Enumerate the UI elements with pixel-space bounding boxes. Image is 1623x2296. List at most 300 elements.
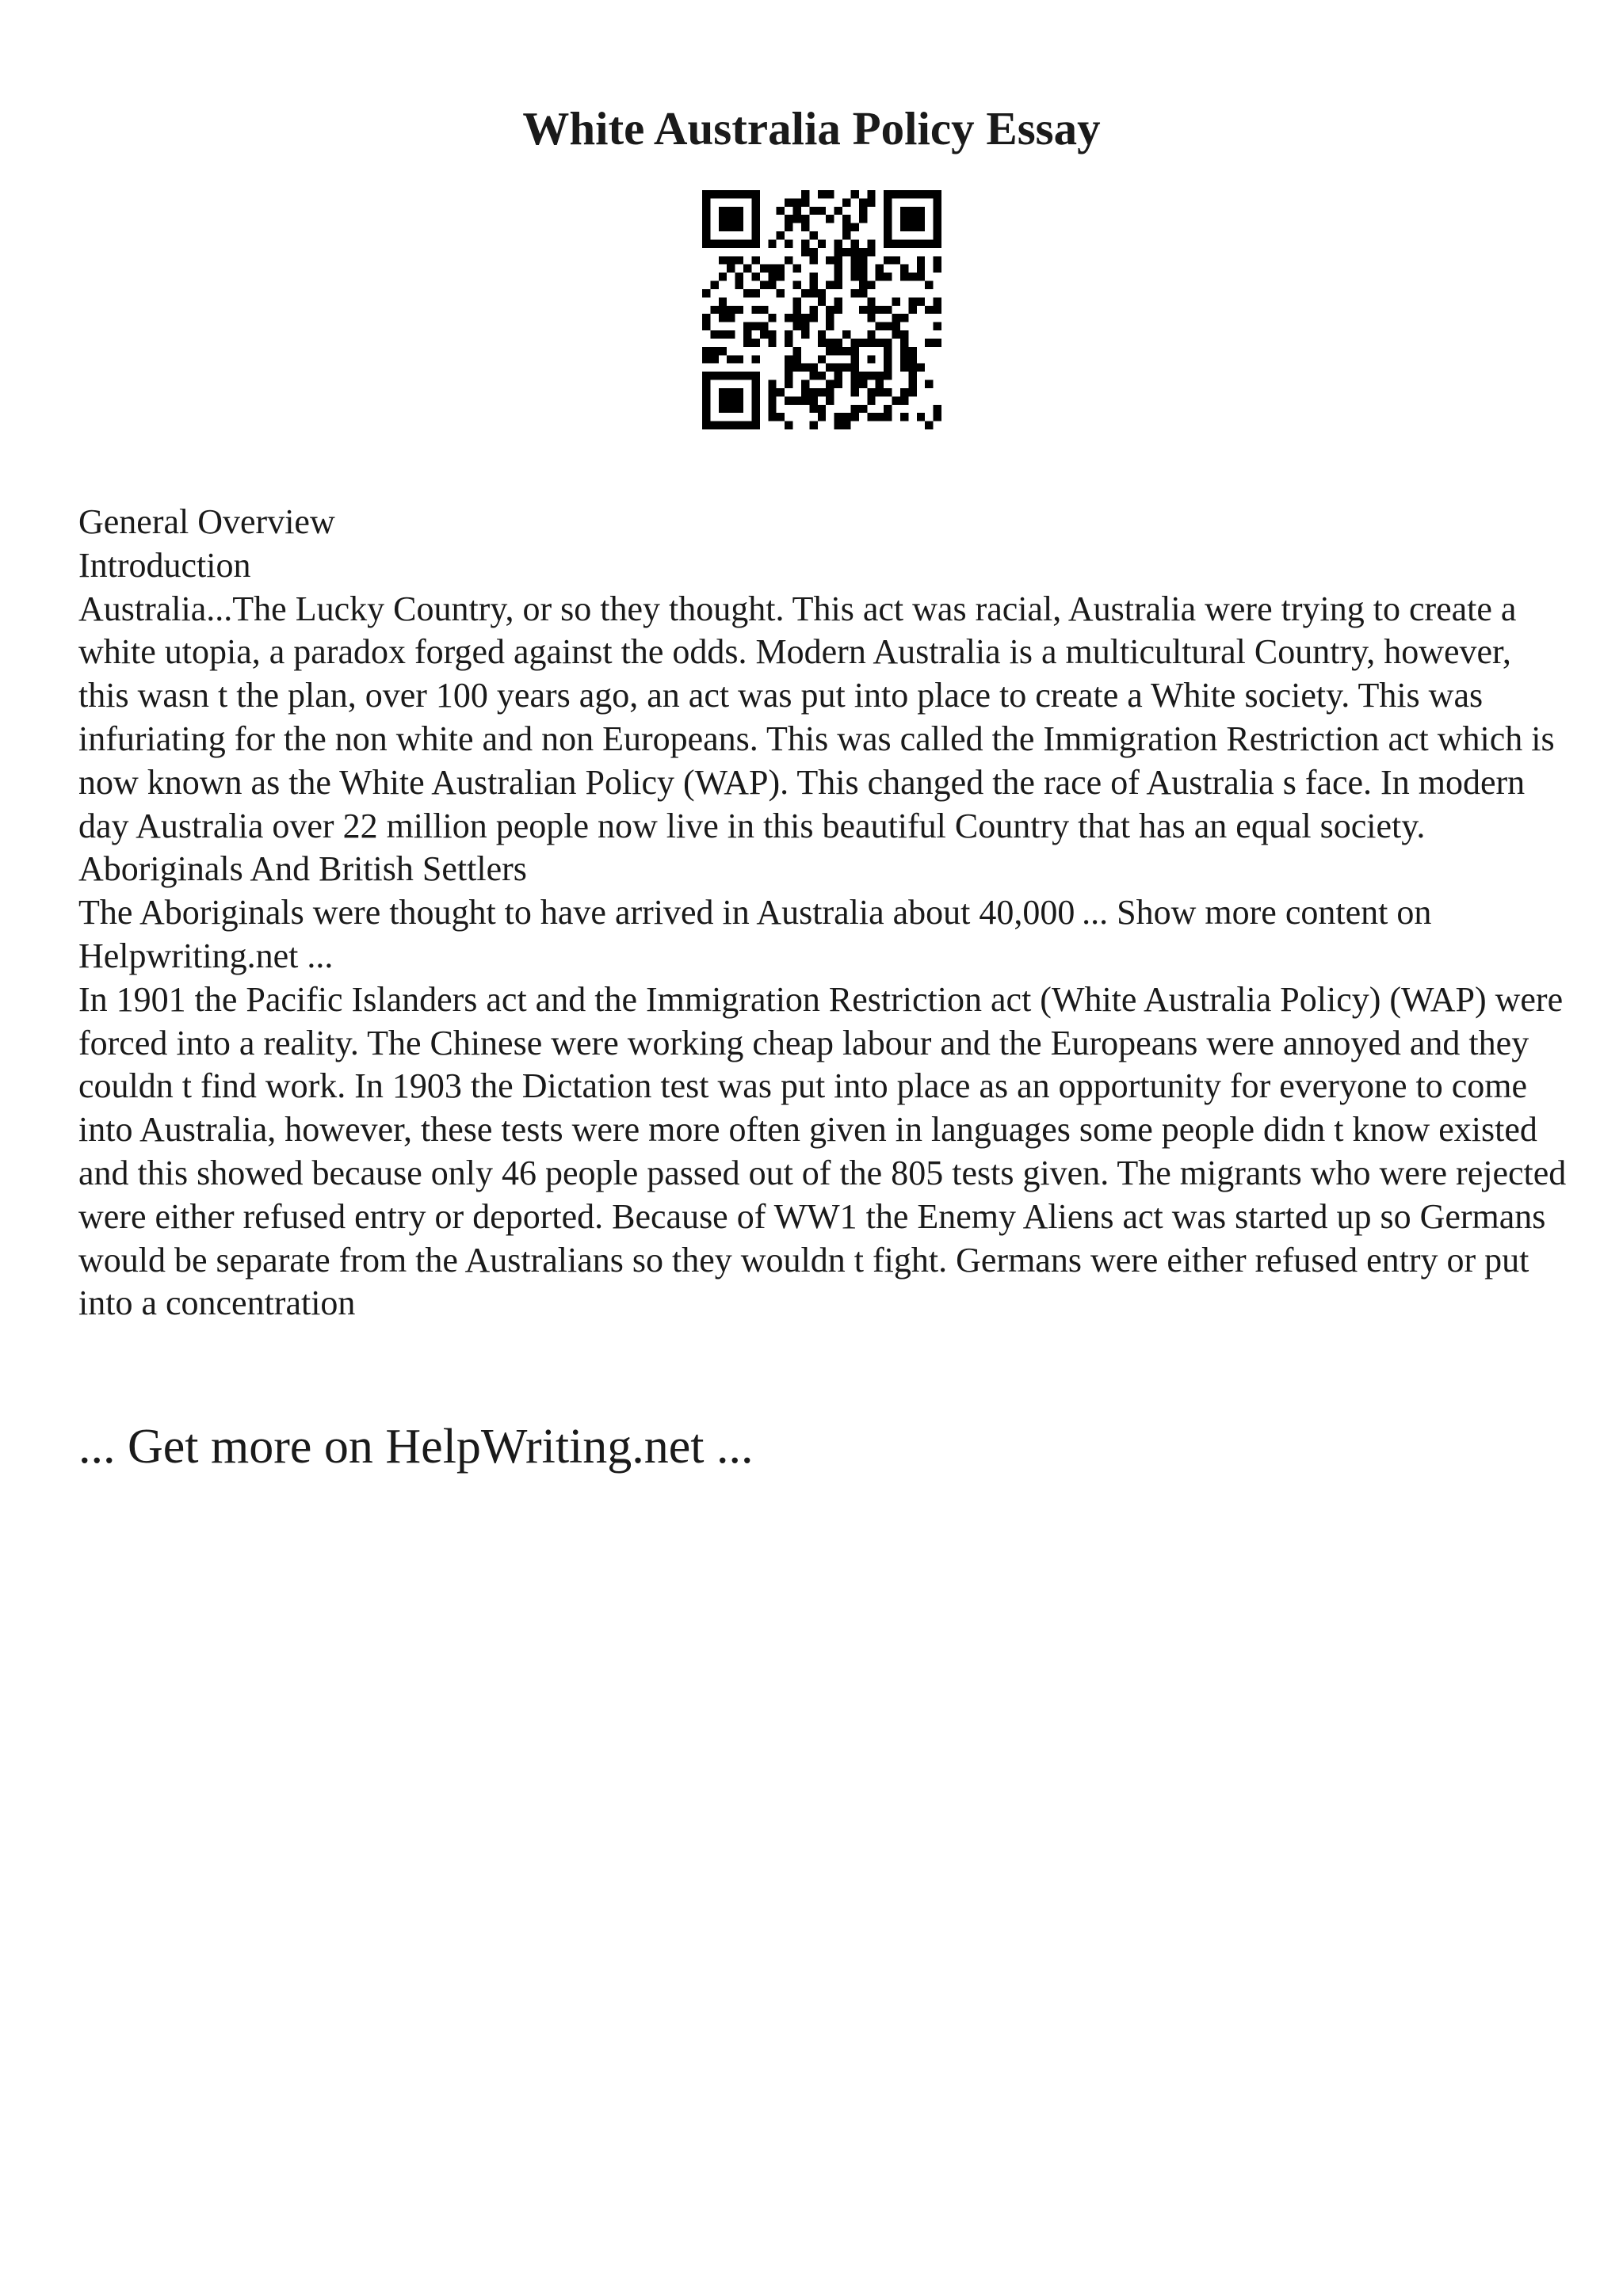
qr-module bbox=[867, 314, 875, 322]
qr-module bbox=[760, 265, 768, 273]
qr-module bbox=[719, 388, 727, 396]
qr-module bbox=[735, 223, 743, 231]
qr-module bbox=[834, 248, 842, 256]
qr-module bbox=[908, 364, 916, 372]
qr-module bbox=[859, 338, 867, 346]
qr-module bbox=[785, 330, 792, 338]
qr-module bbox=[834, 413, 842, 421]
qr-module bbox=[917, 223, 925, 231]
qr-module bbox=[735, 306, 743, 314]
qr-module bbox=[777, 388, 785, 396]
qr-module bbox=[884, 239, 892, 247]
qr-module bbox=[859, 372, 867, 379]
qr-module bbox=[743, 322, 751, 330]
qr-module bbox=[777, 231, 785, 239]
qr-module bbox=[876, 306, 884, 314]
qr-module bbox=[710, 190, 718, 198]
qr-module bbox=[777, 273, 785, 280]
qr-module bbox=[876, 322, 884, 330]
qr-module bbox=[751, 198, 759, 206]
qr-module bbox=[702, 231, 710, 239]
qr-module bbox=[892, 322, 900, 330]
qr-module bbox=[892, 256, 900, 264]
qr-code-icon[interactable] bbox=[702, 190, 941, 429]
qr-module bbox=[751, 380, 759, 388]
qr-module bbox=[768, 273, 776, 280]
paragraph-introduction: Australia...The Lucky Country, or so they thought. This act was racial, Australia were trying to create a white utopia, a paradox forged against the odds. Modern Australia is a multicultural Country, however, this wasn t the plan, over 100 years ago, an act was put into place to create a White society. This was infuriating for the non white and non Europeans. This was called the Immigration Restriction act which is now known as the White Australian Policy (WAP). This changed the race of Australia s face. In modern day Australia over 22 million people now live in this beautiful Country that has an equal society. bbox=[78, 589, 1555, 845]
qr-module bbox=[934, 297, 941, 305]
qr-module bbox=[793, 314, 801, 322]
qr-module bbox=[934, 231, 941, 239]
qr-module bbox=[809, 421, 817, 429]
qr-module bbox=[702, 198, 710, 206]
qr-module bbox=[702, 413, 710, 421]
qr-module bbox=[826, 314, 834, 322]
qr-module bbox=[719, 239, 727, 247]
qr-module bbox=[884, 190, 892, 198]
qr-module bbox=[727, 372, 735, 379]
qr-module bbox=[826, 388, 834, 396]
qr-module bbox=[826, 396, 834, 404]
qr-module bbox=[785, 372, 792, 379]
qr-module bbox=[867, 330, 875, 338]
qr-module bbox=[768, 405, 776, 413]
qr-module bbox=[751, 215, 759, 223]
qr-module bbox=[719, 347, 727, 355]
qr-module bbox=[925, 421, 933, 429]
qr-module bbox=[719, 405, 727, 413]
paragraph-aboriginals-preview[interactable]: The Aboriginals were thought to have arrived in Australia about 40,000 ... Show more content on Helpwriting.net ... bbox=[78, 893, 1432, 975]
qr-module bbox=[727, 215, 735, 223]
qr-module bbox=[809, 372, 817, 379]
qr-module bbox=[809, 231, 817, 239]
qr-module bbox=[900, 330, 908, 338]
qr-module bbox=[892, 330, 900, 338]
qr-module bbox=[867, 338, 875, 346]
qr-module bbox=[876, 273, 884, 280]
qr-module bbox=[793, 364, 801, 372]
qr-module bbox=[818, 405, 826, 413]
qr-module bbox=[743, 330, 751, 338]
qr-module bbox=[702, 396, 710, 404]
qr-module bbox=[743, 190, 751, 198]
qr-module bbox=[826, 322, 834, 330]
qr-module bbox=[801, 388, 809, 396]
qr-module bbox=[867, 413, 875, 421]
qr-module bbox=[884, 207, 892, 215]
qr-module bbox=[785, 338, 792, 346]
qr-module bbox=[900, 347, 908, 355]
qr-module bbox=[908, 388, 916, 396]
get-more-link[interactable]: ... Get more on HelpWriting.net ... bbox=[78, 1420, 754, 1474]
qr-module bbox=[801, 364, 809, 372]
qr-module bbox=[892, 396, 900, 404]
qr-module bbox=[917, 215, 925, 223]
qr-module bbox=[917, 364, 925, 372]
qr-module bbox=[785, 380, 792, 388]
qr-module bbox=[809, 289, 817, 297]
qr-module bbox=[876, 413, 884, 421]
qr-module bbox=[876, 338, 884, 346]
qr-module bbox=[900, 338, 908, 346]
qr-module bbox=[719, 256, 727, 264]
qr-module bbox=[934, 265, 941, 273]
qr-module bbox=[801, 380, 809, 388]
qr-module bbox=[842, 231, 850, 239]
qr-module bbox=[818, 355, 826, 363]
qr-module bbox=[876, 380, 884, 388]
qr-module bbox=[850, 265, 858, 273]
qr-module bbox=[719, 421, 727, 429]
qr-module bbox=[850, 413, 858, 421]
qr-module bbox=[751, 322, 759, 330]
qr-module bbox=[751, 338, 759, 346]
essay-body bbox=[78, 501, 1568, 1325]
qr-module bbox=[719, 273, 727, 280]
qr-module bbox=[900, 207, 908, 215]
qr-module bbox=[785, 198, 792, 206]
qr-module bbox=[859, 265, 867, 273]
qr-module bbox=[908, 380, 916, 388]
qr-module bbox=[710, 239, 718, 247]
qr-module bbox=[842, 413, 850, 421]
qr-module bbox=[934, 198, 941, 206]
qr-module bbox=[867, 198, 875, 206]
qr-module bbox=[719, 314, 727, 322]
qr-module bbox=[917, 256, 925, 264]
qr-module bbox=[842, 223, 850, 231]
qr-module bbox=[925, 281, 933, 289]
qr-module bbox=[751, 421, 759, 429]
qr-module bbox=[826, 215, 834, 223]
qr-module bbox=[785, 364, 792, 372]
qr-module bbox=[751, 396, 759, 404]
qr-module bbox=[793, 265, 801, 273]
qr-module bbox=[892, 297, 900, 305]
qr-module bbox=[751, 223, 759, 231]
qr-module bbox=[751, 372, 759, 379]
qr-module bbox=[908, 223, 916, 231]
qr-module bbox=[900, 355, 908, 363]
qr-module bbox=[826, 338, 834, 346]
qr-module bbox=[867, 306, 875, 314]
qr-module bbox=[710, 347, 718, 355]
qr-module bbox=[934, 405, 941, 413]
qr-module bbox=[719, 297, 727, 305]
qr-module bbox=[925, 338, 933, 346]
qr-module bbox=[884, 273, 892, 280]
qr-module bbox=[710, 421, 718, 429]
qr-module bbox=[867, 239, 875, 247]
qr-module bbox=[834, 306, 842, 314]
qr-module bbox=[801, 322, 809, 330]
qr-module bbox=[818, 338, 826, 346]
qr-module bbox=[777, 265, 785, 273]
qr-module bbox=[719, 396, 727, 404]
qr-module bbox=[702, 239, 710, 247]
qr-module bbox=[809, 364, 817, 372]
qr-module bbox=[751, 405, 759, 413]
qr-module bbox=[743, 239, 751, 247]
qr-module bbox=[735, 239, 743, 247]
qr-module bbox=[917, 273, 925, 280]
qr-module bbox=[934, 239, 941, 247]
qr-module bbox=[785, 314, 792, 322]
qr-module bbox=[727, 265, 735, 273]
qr-module bbox=[809, 273, 817, 280]
qr-module bbox=[751, 388, 759, 396]
qr-module bbox=[809, 248, 817, 256]
qr-module bbox=[727, 256, 735, 264]
qr-module bbox=[793, 355, 801, 363]
qr-module bbox=[834, 281, 842, 289]
qr-module bbox=[826, 306, 834, 314]
qr-module bbox=[727, 355, 735, 363]
qr-module bbox=[751, 207, 759, 215]
qr-module bbox=[793, 198, 801, 206]
qr-module bbox=[934, 322, 941, 330]
qr-module bbox=[859, 256, 867, 264]
qr-module bbox=[850, 223, 858, 231]
qr-module bbox=[908, 347, 916, 355]
qr-module bbox=[801, 239, 809, 247]
qr-module bbox=[710, 281, 718, 289]
qr-module bbox=[842, 198, 850, 206]
qr-module bbox=[859, 198, 867, 206]
qr-module bbox=[850, 364, 858, 372]
qr-module bbox=[900, 388, 908, 396]
qr-module bbox=[719, 330, 727, 338]
qr-module bbox=[934, 338, 941, 346]
qr-module bbox=[917, 265, 925, 273]
qr-module bbox=[884, 364, 892, 372]
qr-module bbox=[826, 281, 834, 289]
qr-module bbox=[934, 306, 941, 314]
qr-module bbox=[809, 281, 817, 289]
qr-module bbox=[727, 388, 735, 396]
qr-module bbox=[818, 190, 826, 198]
qr-module bbox=[727, 190, 735, 198]
qr-module bbox=[834, 421, 842, 429]
qr-module bbox=[751, 256, 759, 264]
qr-module bbox=[842, 248, 850, 256]
qr-module bbox=[702, 190, 710, 198]
qr-module bbox=[801, 289, 809, 297]
qr-module bbox=[826, 190, 834, 198]
qr-module bbox=[735, 405, 743, 413]
qr-module bbox=[850, 190, 858, 198]
qr-module bbox=[900, 413, 908, 421]
qr-module bbox=[867, 355, 875, 363]
qr-module bbox=[934, 215, 941, 223]
heading-aboriginals: Aboriginals And British Settlers bbox=[78, 849, 527, 889]
qr-module bbox=[702, 355, 710, 363]
qr-module bbox=[892, 239, 900, 247]
qr-module bbox=[834, 207, 842, 215]
qr-module bbox=[908, 207, 916, 215]
qr-module bbox=[884, 306, 892, 314]
qr-module bbox=[785, 239, 792, 247]
qr-module bbox=[743, 265, 751, 273]
qr-module bbox=[842, 330, 850, 338]
qr-module bbox=[867, 248, 875, 256]
qr-module bbox=[917, 190, 925, 198]
qr-module bbox=[735, 421, 743, 429]
qr-module bbox=[834, 256, 842, 264]
document-title: White Australia Policy Essay bbox=[522, 102, 1101, 154]
qr-module bbox=[801, 330, 809, 338]
qr-module bbox=[884, 231, 892, 239]
qr-module bbox=[884, 322, 892, 330]
qr-module bbox=[751, 413, 759, 421]
qr-module bbox=[925, 380, 933, 388]
qr-module bbox=[751, 239, 759, 247]
qr-module bbox=[908, 190, 916, 198]
qr-module bbox=[908, 215, 916, 223]
qr-module bbox=[850, 273, 858, 280]
qr-module bbox=[859, 248, 867, 256]
qr-module bbox=[768, 413, 776, 421]
qr-module bbox=[834, 265, 842, 273]
qr-module bbox=[900, 265, 908, 273]
qr-module bbox=[884, 198, 892, 206]
qr-module bbox=[859, 289, 867, 297]
qr-module bbox=[702, 223, 710, 231]
qr-module bbox=[934, 413, 941, 421]
qr-module bbox=[702, 388, 710, 396]
qr-module bbox=[809, 405, 817, 413]
qr-module bbox=[826, 256, 834, 264]
qr-module bbox=[908, 306, 916, 314]
qr-module bbox=[892, 314, 900, 322]
qr-module bbox=[735, 355, 743, 363]
qr-module bbox=[793, 396, 801, 404]
qr-module bbox=[801, 223, 809, 231]
qr-module bbox=[710, 355, 718, 363]
qr-module bbox=[834, 347, 842, 355]
qr-module bbox=[908, 273, 916, 280]
qr-module bbox=[934, 223, 941, 231]
qr-module bbox=[727, 421, 735, 429]
qr-module bbox=[850, 239, 858, 247]
qr-module bbox=[925, 239, 933, 247]
qr-module bbox=[834, 364, 842, 372]
qr-module bbox=[900, 396, 908, 404]
qr-module bbox=[785, 396, 792, 404]
qr-module bbox=[702, 215, 710, 223]
qr-module bbox=[859, 405, 867, 413]
qr-module bbox=[826, 380, 834, 388]
qr-module bbox=[884, 256, 892, 264]
qr-module bbox=[768, 239, 776, 247]
qr-module bbox=[768, 330, 776, 338]
qr-module bbox=[793, 281, 801, 289]
qr-module bbox=[859, 380, 867, 388]
qr-module bbox=[793, 322, 801, 330]
qr-module bbox=[727, 396, 735, 404]
qr-module bbox=[884, 413, 892, 421]
qr-module bbox=[809, 396, 817, 404]
qr-module bbox=[751, 289, 759, 297]
qr-module bbox=[834, 372, 842, 379]
qr-module bbox=[702, 421, 710, 429]
qr-module bbox=[884, 372, 892, 379]
qr-module bbox=[735, 372, 743, 379]
qr-module bbox=[809, 207, 817, 215]
qr-module bbox=[925, 190, 933, 198]
qr-module bbox=[850, 289, 858, 297]
qr-module bbox=[809, 388, 817, 396]
qr-module bbox=[859, 306, 867, 314]
qr-module bbox=[834, 239, 842, 247]
qr-module bbox=[867, 281, 875, 289]
qr-module bbox=[801, 198, 809, 206]
qr-module bbox=[859, 207, 867, 215]
qr-module bbox=[760, 322, 768, 330]
qr-module bbox=[777, 207, 785, 215]
qr-module bbox=[793, 297, 801, 305]
qr-module bbox=[859, 215, 867, 223]
qr-module bbox=[785, 355, 792, 363]
qr-module bbox=[751, 231, 759, 239]
qr-module bbox=[735, 281, 743, 289]
qr-module bbox=[719, 215, 727, 223]
qr-module bbox=[719, 372, 727, 379]
qr-module bbox=[727, 207, 735, 215]
qr-module bbox=[801, 190, 809, 198]
qr-module bbox=[751, 306, 759, 314]
qr-module bbox=[809, 314, 817, 322]
qr-module bbox=[809, 306, 817, 314]
qr-module bbox=[884, 347, 892, 355]
qr-module bbox=[859, 281, 867, 289]
qr-module bbox=[908, 355, 916, 363]
qr-module bbox=[702, 347, 710, 355]
qr-module bbox=[850, 248, 858, 256]
qr-module bbox=[801, 314, 809, 322]
qr-module bbox=[867, 388, 875, 396]
paragraph-1901: In 1901 the Pacific Islanders act and the Immigration Restriction act (White Australia Policy) (WAP) were forced into a reality. The Chinese were working cheap labour and the Europeans were annoyed and they couldn t find work. In 1903 the Dictation test was put into place as an opportunity for everyone to come into Australia, however, these tests were more often given in languages some people didn t know existed and this showed because only 46 people passed out of the 805 tests given. The migrants who were rejected were either refused entry or deported. Because of WW1 the Enemy Aliens act was started up so Germans would be separate from the Australians so they wouldn t fight. Germans were either refused entry or put into a concentration bbox=[78, 979, 1567, 1323]
qr-module bbox=[876, 265, 884, 273]
qr-module bbox=[768, 380, 776, 388]
qr-module bbox=[934, 207, 941, 215]
qr-module bbox=[785, 256, 792, 264]
qr-module bbox=[842, 421, 850, 429]
qr-module bbox=[818, 372, 826, 379]
qr-module bbox=[768, 281, 776, 289]
qr-module bbox=[727, 239, 735, 247]
qr-module bbox=[727, 405, 735, 413]
qr-module bbox=[884, 338, 892, 346]
qr-module bbox=[702, 289, 710, 297]
qr-module bbox=[818, 239, 826, 247]
qr-module bbox=[850, 355, 858, 363]
qr-module bbox=[801, 396, 809, 404]
qr-module bbox=[876, 372, 884, 379]
qr-module bbox=[768, 388, 776, 396]
qr-module bbox=[850, 388, 858, 396]
qr-module bbox=[917, 297, 925, 305]
qr-module bbox=[867, 297, 875, 305]
qr-module bbox=[751, 355, 759, 363]
qr-module bbox=[850, 338, 858, 346]
qr-module bbox=[719, 190, 727, 198]
qr-module bbox=[727, 314, 735, 322]
qr-module bbox=[735, 207, 743, 215]
qr-module bbox=[850, 256, 858, 264]
qr-module bbox=[760, 330, 768, 338]
qr-module bbox=[867, 372, 875, 379]
